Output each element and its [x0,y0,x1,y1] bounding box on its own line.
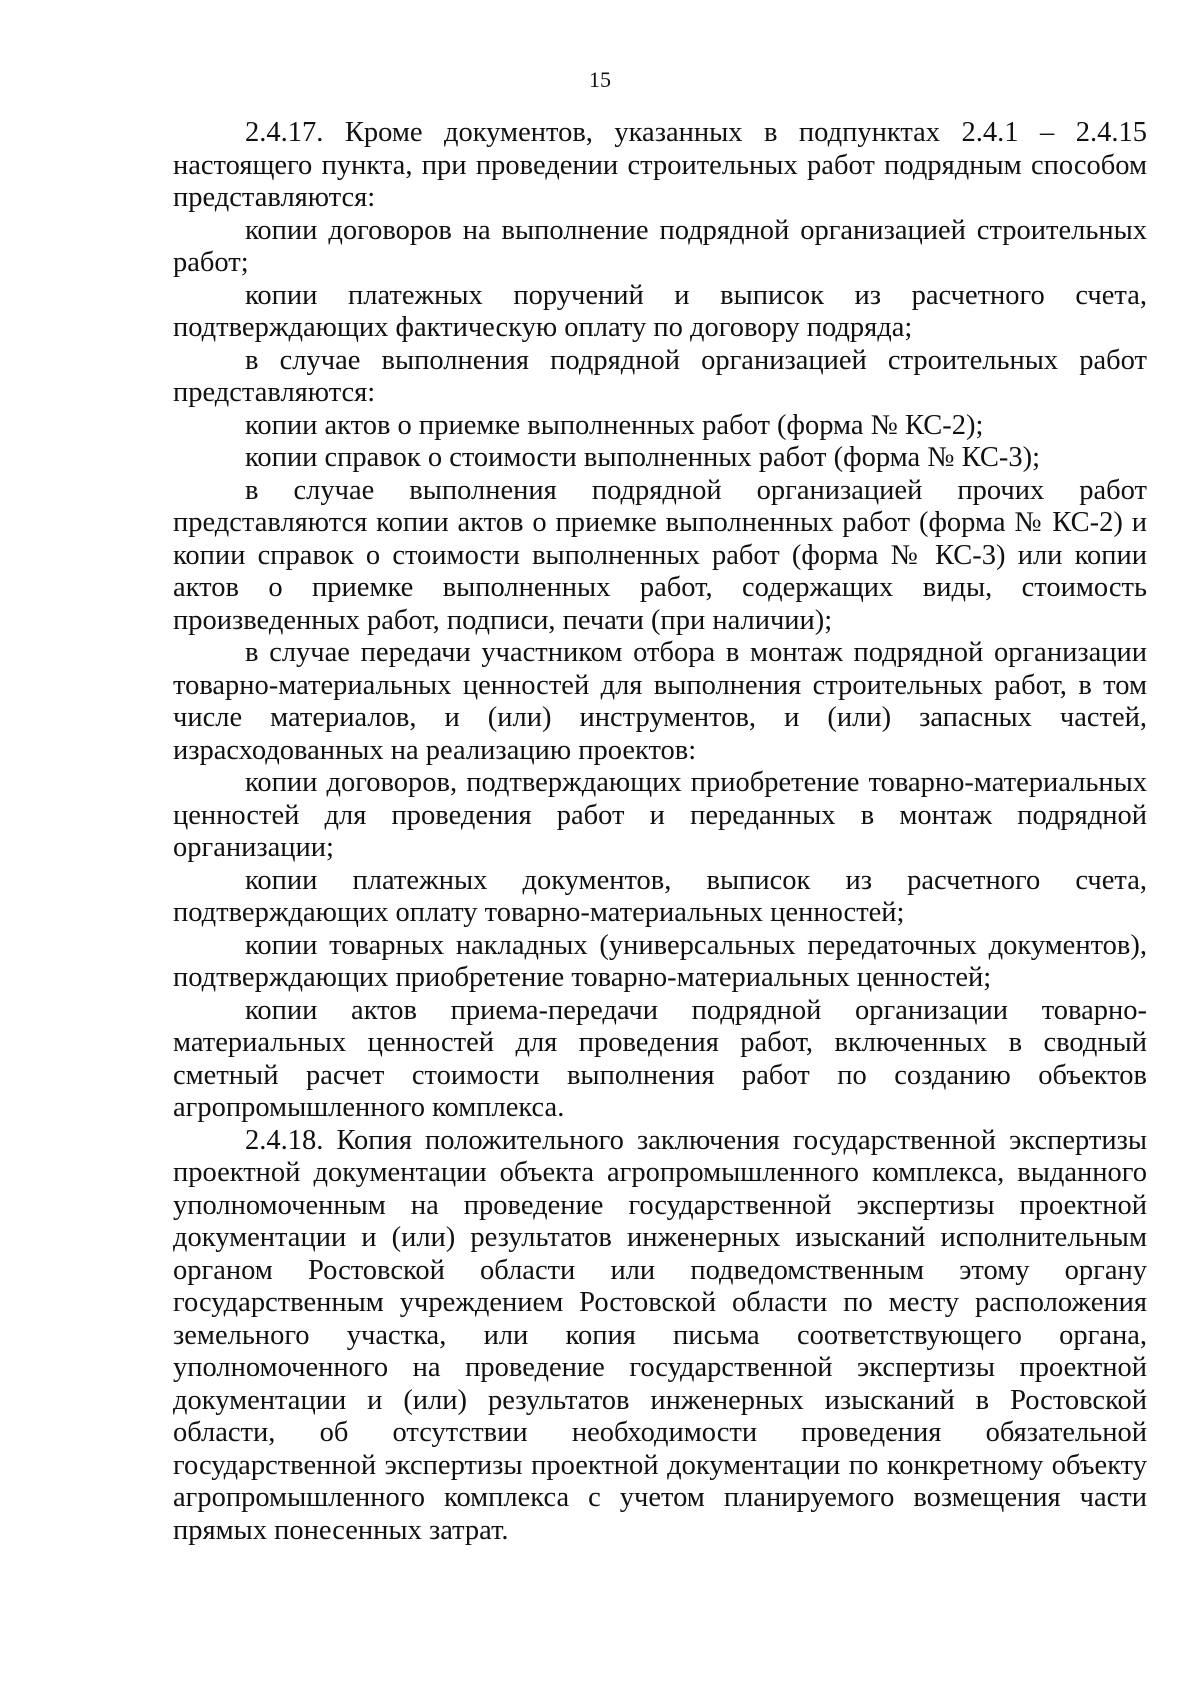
paragraph-ks2-acts: копии актов о приемке выполненных работ (форма № КС-2); [245,409,984,441]
page-number: 15 [589,67,611,92]
paragraph-materials-contracts: копии договоров, подтверждающих приобретение товарно-материальных ценностей для проведения работ и переданных в монтаж подрядной организации; [173,767,1147,863]
paragraph-transfer-acts: копии актов приема-передачи подрядной организации товарно-материальных ценностей для проведения работ, включенных в сводный сметный расчет стоимости выполнения работ по созданию объектов агропромышленного комплекса. [173,994,1147,1123]
paragraph-construction-works-case: в случае выполнения подрядной организацией строительных работ представляются: [173,344,1147,408]
paragraph-2-4-17-intro: 2.4.17. Кроме документов, указанных в подпунктах 2.4.1 – 2.4.15 настоящего пункта, при проведении строительных работ подрядным способом представляются: [173,117,1147,213]
paragraph-payment-documents: копии платежных документов, выписок из расчетного счета, подтверждающих оплату товарно-материальных ценностей; [173,864,1147,928]
paragraph-2-4-18-expertise: 2.4.18. Копия положительного заключения государственной экспертизы проектной документации объекта агропромышленного комплекса, выданного уполномоченным на проведение государственной экспертизы проектной документации и (или) результатов инженерных изысканий исполнительным органом Ростовской области или подведомственным этому органу государственным учреждением Ростовской области по месту расположения земельного участка, или копия письма соответствующего органа, уполномоченного на проведение государственной экспертизы проектной документации и (или) результатов инженерных изысканий в Ростовской области, об отсутствии необходимости проведения обязательной государственной экспертизы проектной документации по конкретному объекту агропромышленного комплекса с учетом планируемого возмещения части прямых понесенных затрат. [173,1124,1147,1546]
paragraph-payment-orders: копии платежных поручений и выписок из расчетного счета, подтверждающих фактическую оплату по договору подряда; [173,279,1147,343]
paragraph-materials-transfer-case: в случае передачи участником отбора в монтаж подрядной организации товарно-материальных ценностей для выполнения строительных работ, в том числе материалов, и (или) инструментов, и (или) запасных частей, израсходованных на реализацию проектов: [173,637,1147,766]
paragraph-waybills: копии товарных накладных (универсальных передаточных документов), подтверждающих приобретение товарно-материальных ценностей; [173,929,1147,993]
paragraph-ks3-certificates: копии справок о стоимости выполненных работ (форма № КС-3); [245,442,1041,473]
paragraph-other-works-case: в случае выполнения подрядной организацией прочих работ представляются копии актов о приемке выполненных работ (форма № КС-2) и копии справок о стоимости выполненных работ (форма № КС-3) или копии актов о приемке выполненных работ, содержащих виды, стоимость произведенных работ, подписи, печати (при наличии); [173,474,1147,636]
paragraph-contract-copies: копии договоров на выполнение подрядной организацией строительных работ; [173,214,1147,278]
document-body [173,117,1147,1547]
